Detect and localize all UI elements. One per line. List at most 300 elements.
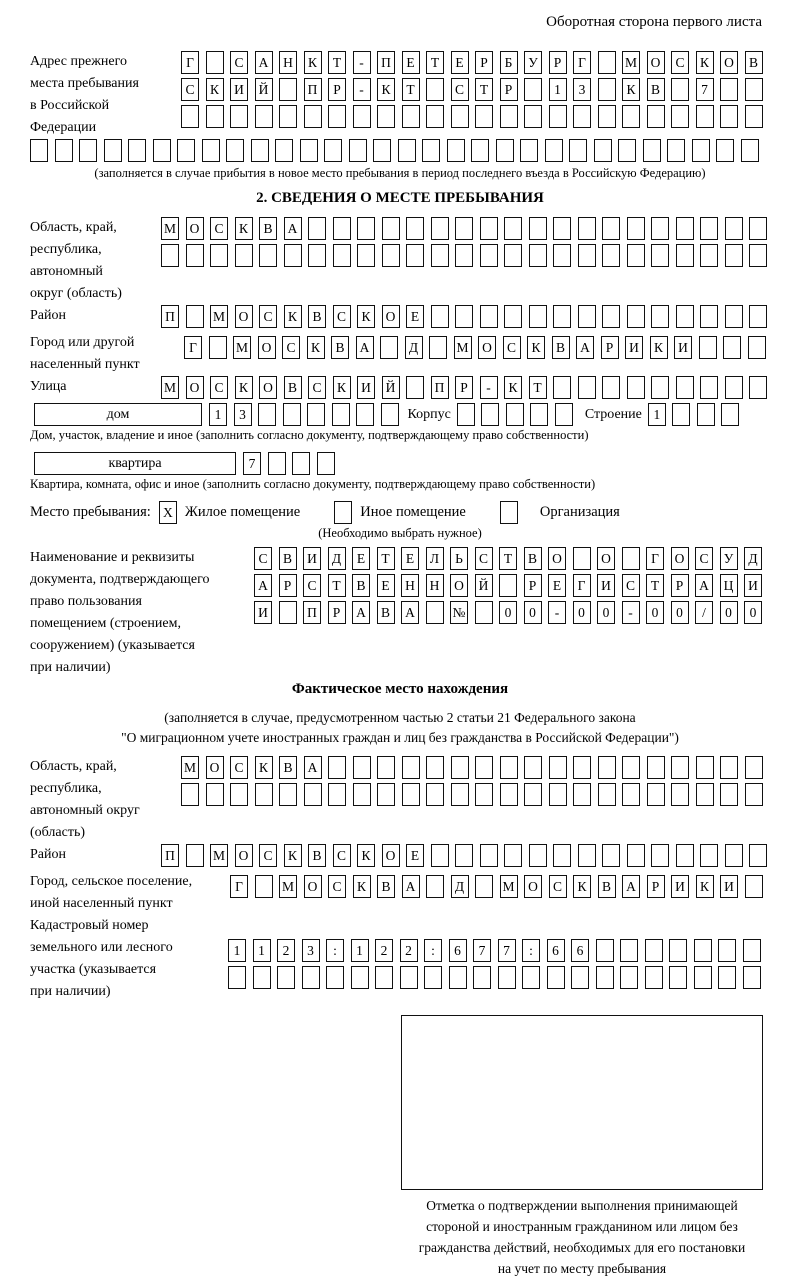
char-cell[interactable] [571, 966, 589, 989]
char-cell[interactable]: 0 [744, 601, 762, 624]
char-cell[interactable] [716, 139, 734, 162]
char-cell[interactable] [618, 139, 636, 162]
char-cell[interactable] [500, 105, 518, 128]
char-cell[interactable]: Р [328, 601, 346, 624]
char-cell[interactable] [594, 139, 612, 162]
char-cell[interactable]: К [377, 78, 395, 101]
char-cell[interactable] [279, 78, 297, 101]
char-cell[interactable]: И [744, 574, 762, 597]
char-cell[interactable] [578, 244, 596, 267]
char-cell[interactable] [530, 403, 548, 426]
char-cell[interactable]: О [259, 376, 277, 399]
char-cell[interactable] [431, 244, 449, 267]
char-cell[interactable]: Е [377, 574, 395, 597]
char-cell[interactable]: Т [646, 574, 664, 597]
char-cell[interactable]: С [254, 547, 272, 570]
char-cell[interactable] [745, 783, 763, 806]
char-cell[interactable]: А [254, 574, 272, 597]
char-cell[interactable]: - [353, 51, 371, 74]
char-cell[interactable]: В [598, 875, 616, 898]
char-cell[interactable]: 0 [720, 601, 738, 624]
char-cell[interactable] [431, 305, 449, 328]
char-cell[interactable] [424, 966, 442, 989]
char-cell[interactable] [651, 244, 669, 267]
char-cell[interactable] [230, 105, 248, 128]
char-cell[interactable] [553, 376, 571, 399]
char-cell[interactable]: О [186, 217, 204, 240]
char-cell[interactable]: Е [402, 51, 420, 74]
char-cell[interactable]: П [377, 51, 395, 74]
char-cell[interactable] [259, 244, 277, 267]
char-cell[interactable] [304, 783, 322, 806]
char-cell[interactable] [553, 305, 571, 328]
char-cell[interactable]: С [549, 875, 567, 898]
char-cell[interactable]: Д [328, 547, 346, 570]
char-cell[interactable] [500, 783, 518, 806]
char-cell[interactable] [725, 844, 743, 867]
char-cell[interactable]: У [720, 547, 738, 570]
char-cell[interactable] [308, 244, 326, 267]
char-cell[interactable] [202, 139, 220, 162]
char-cell[interactable] [725, 376, 743, 399]
char-cell[interactable] [206, 105, 224, 128]
char-cell[interactable]: Е [352, 547, 370, 570]
char-cell[interactable]: О [304, 875, 322, 898]
char-cell[interactable] [529, 244, 547, 267]
char-cell[interactable] [258, 403, 276, 426]
char-cell[interactable]: А [576, 336, 594, 359]
char-cell[interactable] [647, 756, 665, 779]
char-cell[interactable] [529, 217, 547, 240]
char-cell[interactable] [578, 217, 596, 240]
char-cell[interactable] [353, 783, 371, 806]
char-cell[interactable] [431, 844, 449, 867]
char-cell[interactable] [602, 244, 620, 267]
char-cell[interactable]: К [235, 217, 253, 240]
char-cell[interactable]: А [304, 756, 322, 779]
char-cell[interactable]: Й [382, 376, 400, 399]
char-cell[interactable] [426, 105, 444, 128]
char-cell[interactable] [373, 139, 391, 162]
char-cell[interactable] [426, 783, 444, 806]
char-cell[interactable] [676, 244, 694, 267]
char-cell[interactable] [161, 244, 179, 267]
char-cell[interactable]: О [235, 844, 253, 867]
char-cell[interactable] [718, 966, 736, 989]
char-cell[interactable]: 7 [243, 452, 261, 475]
char-cell[interactable] [529, 305, 547, 328]
char-cell[interactable]: К [527, 336, 545, 359]
char-cell[interactable]: К [357, 844, 375, 867]
stay-type-checkbox-organization[interactable] [500, 501, 518, 524]
char-cell[interactable]: 7 [498, 939, 516, 962]
char-cell[interactable]: К [504, 376, 522, 399]
char-cell[interactable]: С [671, 51, 689, 74]
char-cell[interactable] [573, 783, 591, 806]
char-cell[interactable] [598, 105, 616, 128]
char-cell[interactable]: : [522, 939, 540, 962]
char-cell[interactable] [333, 217, 351, 240]
char-cell[interactable]: М [161, 217, 179, 240]
char-cell[interactable] [481, 403, 499, 426]
char-cell[interactable] [455, 244, 473, 267]
char-cell[interactable]: А [284, 217, 302, 240]
char-cell[interactable] [725, 217, 743, 240]
char-cell[interactable] [622, 547, 640, 570]
char-cell[interactable] [283, 403, 301, 426]
char-cell[interactable]: М [454, 336, 472, 359]
char-cell[interactable]: О [671, 547, 689, 570]
char-cell[interactable] [622, 783, 640, 806]
char-cell[interactable] [743, 939, 761, 962]
char-cell[interactable]: М [500, 875, 518, 898]
char-cell[interactable]: Т [529, 376, 547, 399]
char-cell[interactable] [596, 939, 614, 962]
char-cell[interactable] [349, 139, 367, 162]
stay-type-checkbox-other-premises[interactable] [334, 501, 352, 524]
char-cell[interactable]: С [333, 844, 351, 867]
char-cell[interactable] [669, 966, 687, 989]
char-cell[interactable]: М [210, 844, 228, 867]
char-cell[interactable]: С [695, 547, 713, 570]
char-cell[interactable]: Й [475, 574, 493, 597]
char-cell[interactable] [422, 139, 440, 162]
char-cell[interactable]: В [331, 336, 349, 359]
char-cell[interactable] [720, 105, 738, 128]
char-cell[interactable]: Т [426, 51, 444, 74]
char-cell[interactable]: 1 [549, 78, 567, 101]
char-cell[interactable] [255, 875, 273, 898]
char-cell[interactable] [671, 78, 689, 101]
char-cell[interactable] [255, 105, 273, 128]
char-cell[interactable] [382, 217, 400, 240]
char-cell[interactable] [375, 966, 393, 989]
char-cell[interactable] [743, 966, 761, 989]
char-cell[interactable] [745, 875, 763, 898]
char-cell[interactable]: Р [455, 376, 473, 399]
char-cell[interactable] [725, 305, 743, 328]
char-cell[interactable] [451, 783, 469, 806]
char-cell[interactable] [748, 336, 766, 359]
char-cell[interactable]: С [622, 574, 640, 597]
char-cell[interactable] [402, 756, 420, 779]
char-cell[interactable] [308, 217, 326, 240]
char-cell[interactable]: Р [279, 574, 297, 597]
char-cell[interactable] [669, 939, 687, 962]
char-cell[interactable]: К [284, 844, 302, 867]
char-cell[interactable]: С [230, 756, 248, 779]
char-cell[interactable]: К [304, 51, 322, 74]
char-cell[interactable] [181, 105, 199, 128]
char-cell[interactable] [749, 305, 767, 328]
char-cell[interactable]: И [357, 376, 375, 399]
char-cell[interactable] [324, 139, 342, 162]
char-cell[interactable] [292, 452, 310, 475]
char-cell[interactable]: 2 [277, 939, 295, 962]
char-cell[interactable]: Г [184, 336, 202, 359]
char-cell[interactable] [333, 244, 351, 267]
char-cell[interactable] [475, 756, 493, 779]
char-cell[interactable]: В [308, 305, 326, 328]
char-cell[interactable] [696, 105, 714, 128]
char-cell[interactable]: Г [573, 51, 591, 74]
char-cell[interactable]: К [307, 336, 325, 359]
char-cell[interactable] [351, 966, 369, 989]
char-cell[interactable] [451, 105, 469, 128]
char-cell[interactable]: Р [475, 51, 493, 74]
char-cell[interactable]: С [475, 547, 493, 570]
char-cell[interactable] [627, 305, 645, 328]
char-cell[interactable]: Т [475, 78, 493, 101]
char-cell[interactable]: О [597, 547, 615, 570]
char-cell[interactable]: В [745, 51, 763, 74]
char-cell[interactable] [651, 376, 669, 399]
char-cell[interactable] [627, 844, 645, 867]
char-cell[interactable] [596, 966, 614, 989]
char-cell[interactable]: А [255, 51, 273, 74]
char-cell[interactable]: О [235, 305, 253, 328]
char-cell[interactable]: С [503, 336, 521, 359]
char-cell[interactable]: В [279, 756, 297, 779]
char-cell[interactable]: И [303, 547, 321, 570]
char-cell[interactable] [627, 376, 645, 399]
char-cell[interactable]: 7 [696, 78, 714, 101]
char-cell[interactable] [549, 756, 567, 779]
char-cell[interactable]: Н [401, 574, 419, 597]
char-cell[interactable] [357, 217, 375, 240]
char-cell[interactable] [522, 966, 540, 989]
char-cell[interactable]: А [401, 601, 419, 624]
char-cell[interactable] [186, 244, 204, 267]
char-cell[interactable] [741, 139, 759, 162]
char-cell[interactable] [177, 139, 195, 162]
char-cell[interactable] [602, 217, 620, 240]
char-cell[interactable] [406, 217, 424, 240]
char-cell[interactable]: : [424, 939, 442, 962]
char-cell[interactable] [524, 756, 542, 779]
char-cell[interactable] [455, 844, 473, 867]
char-cell[interactable]: 0 [524, 601, 542, 624]
char-cell[interactable] [381, 403, 399, 426]
char-cell[interactable]: В [524, 547, 542, 570]
char-cell[interactable] [720, 78, 738, 101]
char-cell[interactable] [455, 305, 473, 328]
char-cell[interactable] [573, 756, 591, 779]
char-cell[interactable]: 0 [597, 601, 615, 624]
char-cell[interactable]: Т [377, 547, 395, 570]
char-cell[interactable] [569, 139, 587, 162]
char-cell[interactable] [455, 217, 473, 240]
char-cell[interactable]: И [230, 78, 248, 101]
char-cell[interactable] [696, 756, 714, 779]
char-cell[interactable] [694, 966, 712, 989]
char-cell[interactable] [209, 336, 227, 359]
char-cell[interactable]: Б [500, 51, 518, 74]
char-cell[interactable] [667, 139, 685, 162]
char-cell[interactable] [55, 139, 73, 162]
char-cell[interactable] [30, 139, 48, 162]
char-cell[interactable]: О [258, 336, 276, 359]
char-cell[interactable] [645, 966, 663, 989]
char-cell[interactable]: С [259, 844, 277, 867]
char-cell[interactable]: И [674, 336, 692, 359]
char-cell[interactable] [573, 547, 591, 570]
char-cell[interactable] [300, 139, 318, 162]
char-cell[interactable] [475, 875, 493, 898]
char-cell[interactable]: П [431, 376, 449, 399]
char-cell[interactable]: 0 [499, 601, 517, 624]
char-cell[interactable]: - [622, 601, 640, 624]
char-cell[interactable]: Р [524, 574, 542, 597]
char-cell[interactable] [627, 217, 645, 240]
char-cell[interactable] [302, 966, 320, 989]
char-cell[interactable] [480, 844, 498, 867]
char-cell[interactable]: И [254, 601, 272, 624]
char-cell[interactable] [553, 244, 571, 267]
char-cell[interactable]: В [259, 217, 277, 240]
char-cell[interactable]: М [161, 376, 179, 399]
char-cell[interactable] [181, 783, 199, 806]
char-cell[interactable]: С [259, 305, 277, 328]
char-cell[interactable]: Р [328, 78, 346, 101]
char-cell[interactable] [382, 244, 400, 267]
char-cell[interactable]: Г [181, 51, 199, 74]
char-cell[interactable] [647, 783, 665, 806]
char-cell[interactable] [186, 844, 204, 867]
char-cell[interactable]: О [647, 51, 665, 74]
char-cell[interactable] [210, 244, 228, 267]
char-cell[interactable] [671, 783, 689, 806]
char-cell[interactable] [699, 336, 717, 359]
char-cell[interactable]: М [279, 875, 297, 898]
char-cell[interactable]: М [181, 756, 199, 779]
char-cell[interactable] [504, 305, 522, 328]
char-cell[interactable] [602, 844, 620, 867]
char-cell[interactable]: Е [406, 844, 424, 867]
char-cell[interactable] [480, 217, 498, 240]
char-cell[interactable] [720, 756, 738, 779]
char-cell[interactable]: 3 [234, 403, 252, 426]
char-cell[interactable]: Г [230, 875, 248, 898]
char-cell[interactable]: А [356, 336, 374, 359]
char-cell[interactable]: С [210, 376, 228, 399]
char-cell[interactable]: Д [405, 336, 423, 359]
char-cell[interactable] [647, 105, 665, 128]
char-cell[interactable]: П [303, 601, 321, 624]
char-cell[interactable]: 2 [375, 939, 393, 962]
char-cell[interactable] [578, 844, 596, 867]
char-cell[interactable] [700, 305, 718, 328]
char-cell[interactable]: О [450, 574, 468, 597]
char-cell[interactable]: - [353, 78, 371, 101]
char-cell[interactable] [645, 939, 663, 962]
char-cell[interactable]: Т [402, 78, 420, 101]
char-cell[interactable]: С [333, 305, 351, 328]
char-cell[interactable]: О [548, 547, 566, 570]
char-cell[interactable] [598, 756, 616, 779]
char-cell[interactable] [620, 939, 638, 962]
char-cell[interactable] [529, 844, 547, 867]
char-cell[interactable]: Г [573, 574, 591, 597]
char-cell[interactable]: 1 [648, 403, 666, 426]
char-cell[interactable]: М [210, 305, 228, 328]
char-cell[interactable] [279, 783, 297, 806]
char-cell[interactable]: С [308, 376, 326, 399]
char-cell[interactable] [676, 844, 694, 867]
char-cell[interactable]: Р [671, 574, 689, 597]
char-cell[interactable]: Ь [450, 547, 468, 570]
char-cell[interactable]: В [284, 376, 302, 399]
char-cell[interactable]: К [235, 376, 253, 399]
char-cell[interactable] [284, 244, 302, 267]
char-cell[interactable] [721, 403, 739, 426]
char-cell[interactable] [700, 217, 718, 240]
char-cell[interactable]: К [650, 336, 668, 359]
char-cell[interactable] [79, 139, 97, 162]
char-cell[interactable]: В [352, 574, 370, 597]
char-cell[interactable]: 1 [351, 939, 369, 962]
char-cell[interactable] [696, 783, 714, 806]
char-cell[interactable]: В [647, 78, 665, 101]
char-cell[interactable]: Т [328, 51, 346, 74]
char-cell[interactable] [253, 966, 271, 989]
char-cell[interactable]: С [451, 78, 469, 101]
char-cell[interactable]: В [552, 336, 570, 359]
char-cell[interactable]: К [255, 756, 273, 779]
char-cell[interactable]: С [328, 875, 346, 898]
char-cell[interactable] [328, 105, 346, 128]
char-cell[interactable]: О [382, 305, 400, 328]
char-cell[interactable] [745, 756, 763, 779]
char-cell[interactable] [255, 783, 273, 806]
char-cell[interactable] [251, 139, 269, 162]
char-cell[interactable] [504, 844, 522, 867]
char-cell[interactable] [602, 376, 620, 399]
char-cell[interactable] [429, 336, 447, 359]
char-cell[interactable] [128, 139, 146, 162]
char-cell[interactable]: П [304, 78, 322, 101]
char-cell[interactable] [426, 601, 444, 624]
char-cell[interactable]: А [402, 875, 420, 898]
char-cell[interactable]: / [695, 601, 713, 624]
char-cell[interactable]: Н [426, 574, 444, 597]
char-cell[interactable] [547, 966, 565, 989]
char-cell[interactable] [697, 403, 715, 426]
char-cell[interactable]: - [480, 376, 498, 399]
char-cell[interactable] [328, 783, 346, 806]
char-cell[interactable]: К [284, 305, 302, 328]
char-cell[interactable] [549, 783, 567, 806]
char-cell[interactable] [471, 139, 489, 162]
char-cell[interactable]: Е [406, 305, 424, 328]
char-cell[interactable] [602, 305, 620, 328]
char-cell[interactable]: Н [279, 51, 297, 74]
char-cell[interactable]: И [625, 336, 643, 359]
char-cell[interactable] [496, 139, 514, 162]
char-cell[interactable] [504, 217, 522, 240]
char-cell[interactable]: Ц [720, 574, 738, 597]
char-cell[interactable] [153, 139, 171, 162]
char-cell[interactable]: В [279, 547, 297, 570]
char-cell[interactable]: О [524, 875, 542, 898]
char-cell[interactable] [506, 403, 524, 426]
char-cell[interactable] [723, 336, 741, 359]
char-cell[interactable]: М [622, 51, 640, 74]
char-cell[interactable] [400, 966, 418, 989]
char-cell[interactable] [268, 452, 286, 475]
char-cell[interactable] [377, 105, 395, 128]
char-cell[interactable] [578, 376, 596, 399]
